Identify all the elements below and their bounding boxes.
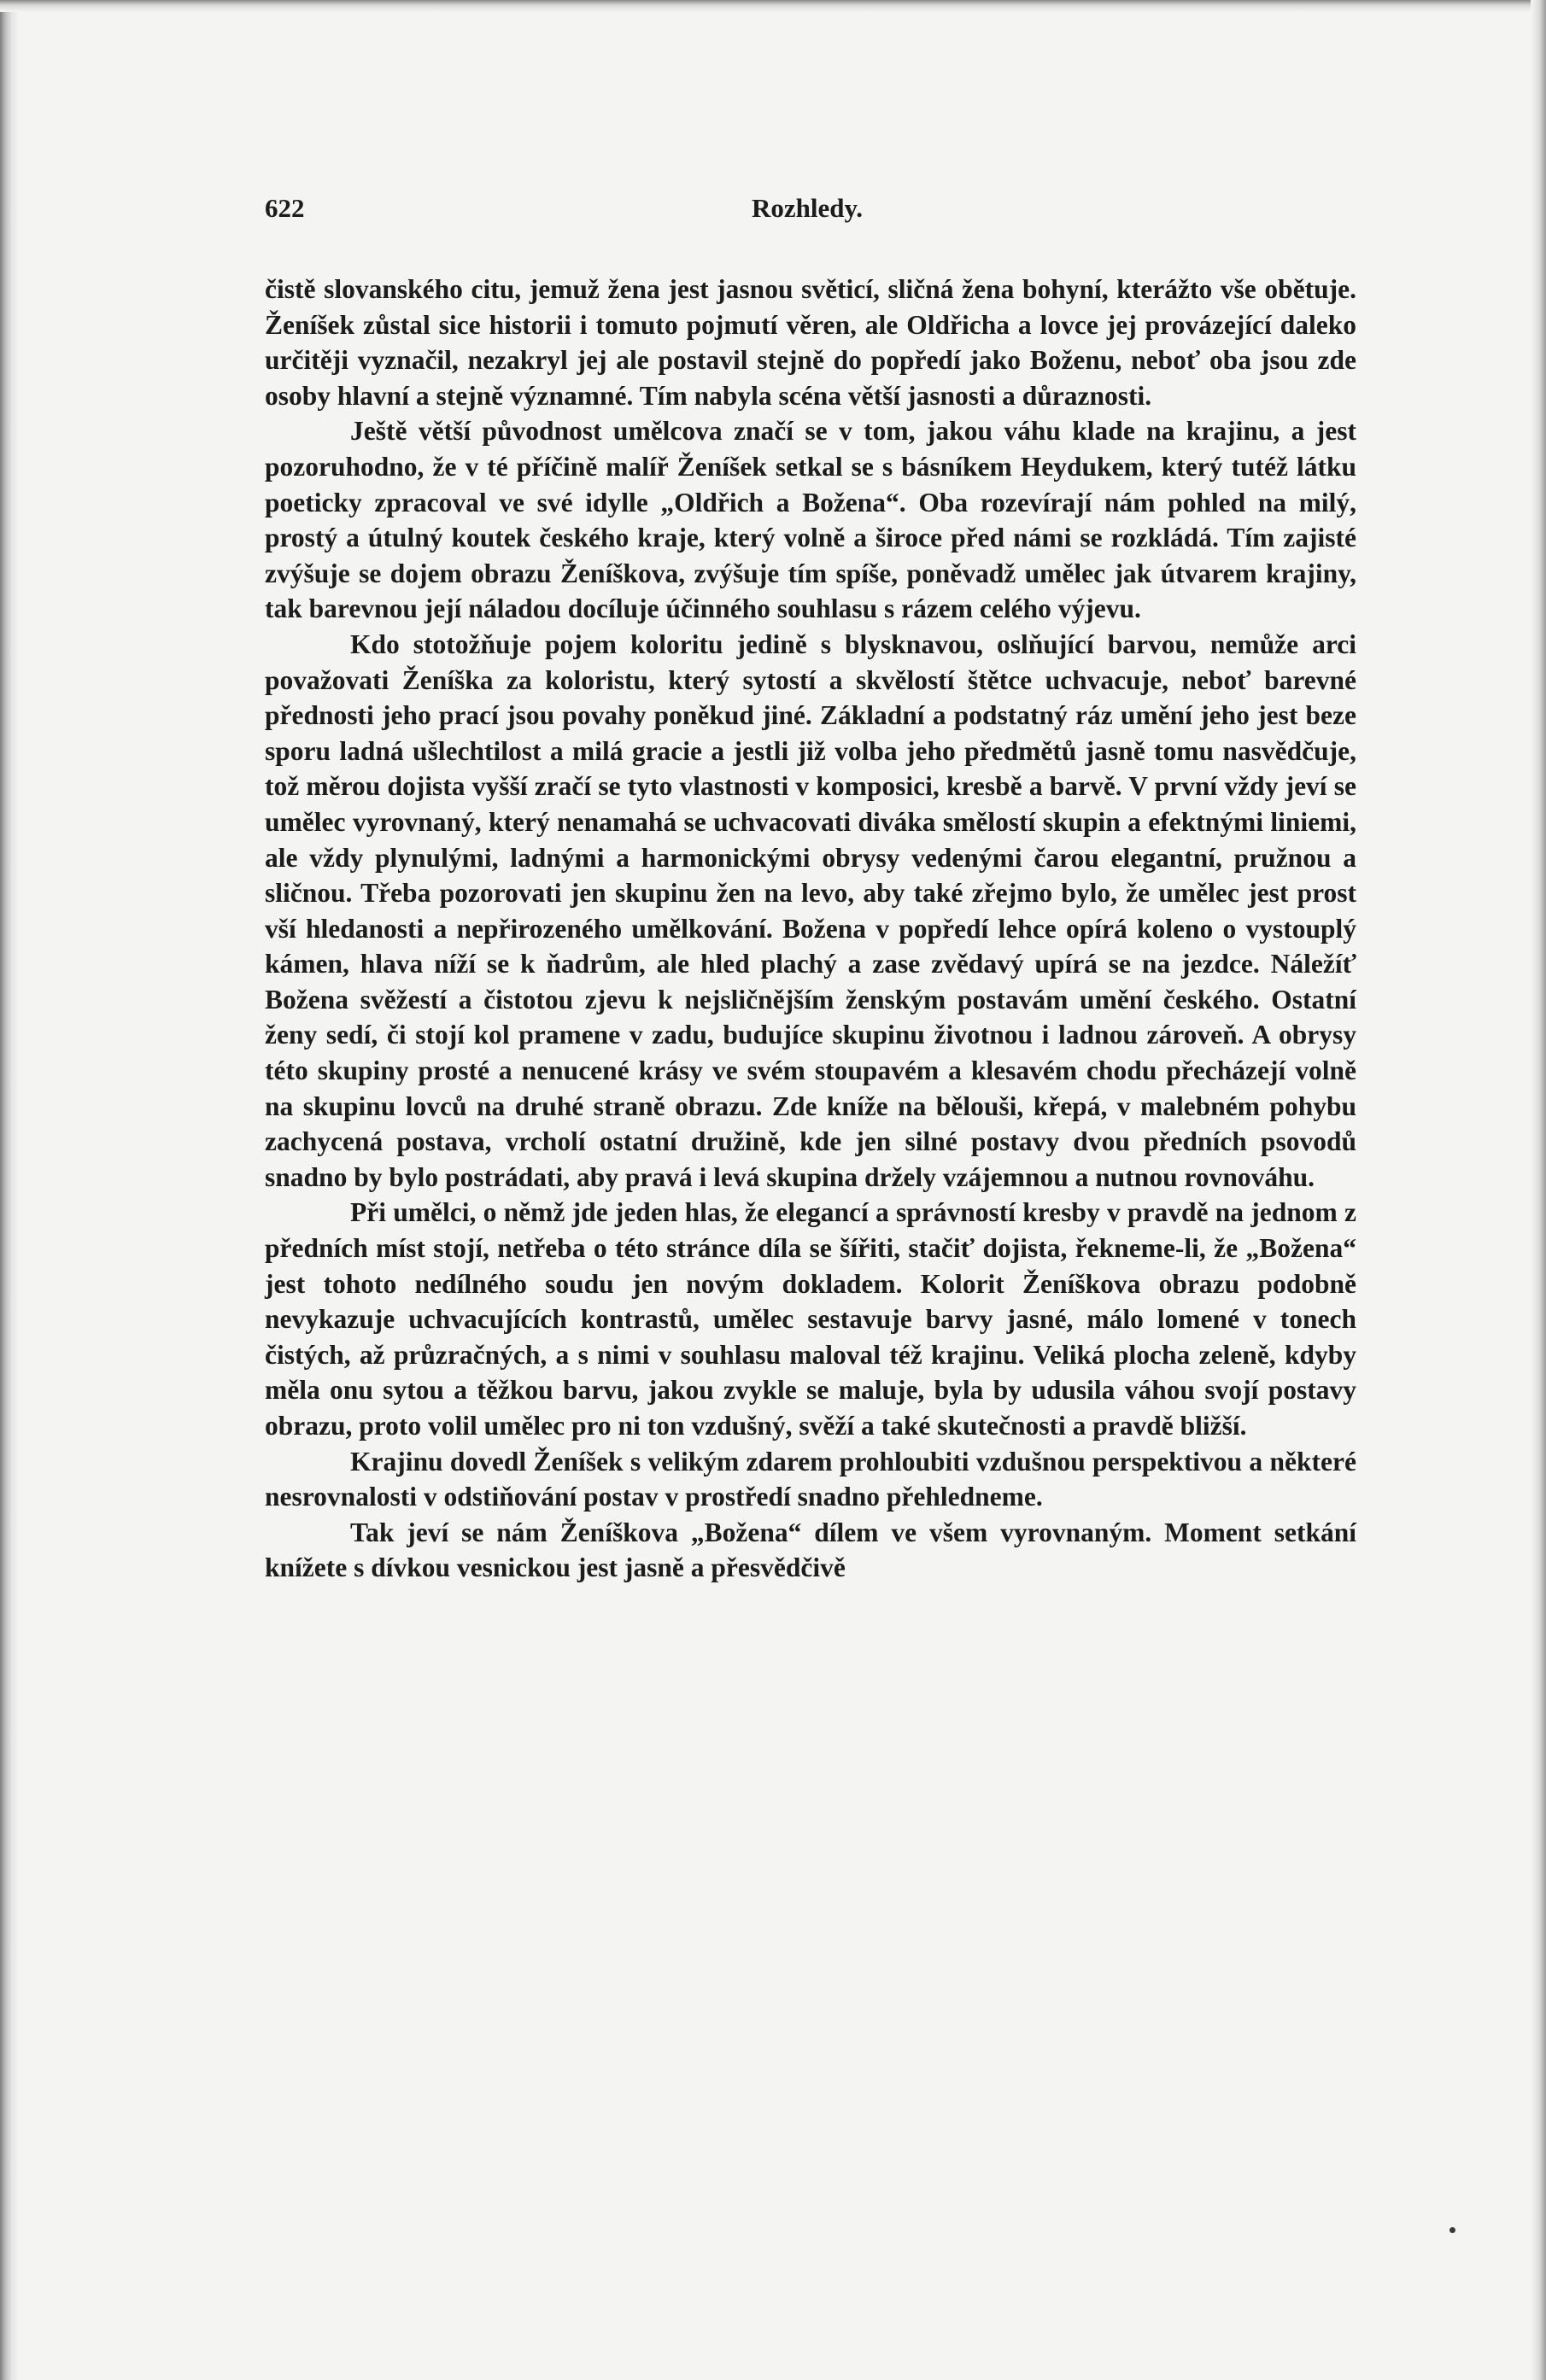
paragraph-6: Tak jeví se nám Ženíškova „Božena“ dílem ve všem vyrovnaným. Moment setkání knížete s dívkou vesnickou jest jasně a přesvědčivě bbox=[265, 1517, 1356, 1583]
page-edge-right bbox=[1531, 0, 1546, 2380]
body-text bbox=[265, 272, 1356, 1586]
ink-speck bbox=[1449, 2227, 1455, 2233]
paragraph-3: Kdo stotožňuje pojem koloritu jedině s blysknavou, oslňující barvou, nemůže arci považovati Ženíška za koloristu, který sytostí a skvělostí štětce uchvacuje, neboť barevné přednosti jeho prací jsou povahy poněkud jiné. Základní a podstatný ráz umění jeho jest beze sporu ladná ušlechtilost a milá gracie a jestli již volba jeho předmětů jasně tomu nasvědčuje, tož měrou dojista vyšší zračí se tyto vlastnosti v komposici, kresbě a barvě. V první vždy jeví se umělec vyrovnaný, který nenamahá se uchvacovati diváka smělostí skupin a efektnými liniemi, ale vždy plynulými, ladnými a harmonickými obrysy vedenými čarou elegantní, pružnou a sličnou. Třeba pozorovati jen skupinu žen na levo, aby také zřejmo bylo, že umělec jest prost vší hledanosti a nepřirozeného umělkování. Božena v popředí lehce opírá koleno o vystouplý kámen, hlava níží se k ňadrům, ale hled plachý a zase zvědavý upírá se na jezdce. Náležíť Božena svěžestí a čistotou zjevu k nejsličnějším ženským postavám umění českého. Ostatní ženy sedí, či stojí kol pramene v zadu, budujíce skupinu životnou i ladnou zároveň. A obrysy této skupiny prosté a nenucené krásy ve svém stoupavém a klesavém chodu přecházejí volně na skupinu lovců na druhé straně obrazu. Zde kníže na bělouši, křepá, v malebném pohybu zachycená postava, vrcholí ostatní družině, kde jen silné postavy dvou předních psovodů snadno by bylo postrádati, aby pravá i levá skupina držely vzájemnou a nutnou rovnováhu. bbox=[265, 629, 1356, 1192]
page-header bbox=[265, 193, 1350, 227]
page-edge-left bbox=[0, 0, 19, 2380]
page-edge-top bbox=[0, 0, 1546, 12]
paragraph-5: Krajinu dovedl Ženíšek s velikým zdarem prohloubiti vzdušnou perspektivou a některé nesrovnalosti v odstiňování postav v prostředí snadno přehledneme. bbox=[265, 1446, 1356, 1512]
paragraph-1: čistě slovanského citu, jemuž žena jest jasnou světicí, sličná žena bohyní, kterážto vše obětuje. Ženíšek zůstal sice historii i tomuto pojmutí věren, ale Oldřicha a lovce jej provázející daleko určitěji vyznačil, nezakryl jej ale postavil stejně do popředí jako Boženu, neboť oba jsou zde osoby hlavní a stejně významné. Tím nabyla scéna větší jasnosti a důraznosti. bbox=[265, 274, 1356, 411]
paragraph-4: Při umělci, o němž jde jeden hlas, že elegancí a správností kresby v pravdě na jednom z předních míst stojí, netřeba o této stránce díla se šířiti, stačiť dojista, řekneme-li, že „Božena“ jest tohoto nedílného soudu jen novým dokladem. Kolorit Ženíškova obrazu podobně nevykazuje uchvacujících kontrastů, umělec sestavuje barvy jasné, málo lomené v tonech čistých, až průzračných, a s nimi v souhlasu maloval též krajinu. Veliká plocha zeleně, kdyby měla onu sytou a těžkou barvu, jakou zvykle se maluje, byla by udusila váhou svojí postavy obrazu, proto volil umělec pro ni ton vzdušný, svěží a také skutečnosti a pravdě bližší. bbox=[265, 1197, 1356, 1441]
running-head: Rozhledy. bbox=[751, 193, 864, 223]
page-number: 622 bbox=[265, 193, 305, 223]
paragraph-2: Ještě větší původnost umělcova značí se v tom, jakou váhu klade na krajinu, a jest pozoruhodno, že v té příčině malíř Ženíšek setkal se s básníkem Heydukem, který tutéž látku poeticky zpracoval ve své idylle „Oldřich a Božena“. Oba rozevírají nám pohled na milý, prostý a útulný koutek českého kraje, který volně a široce před námi se rozkládá. Tím zajisté zvýšuje se dojem obrazu Ženíškova, zvýšuje tím spíše, poněvadž umělec jak útvarem krajiny, tak barevnou její náladou docíluje účinného souhlasu s rázem celého výjevu. bbox=[265, 416, 1356, 624]
